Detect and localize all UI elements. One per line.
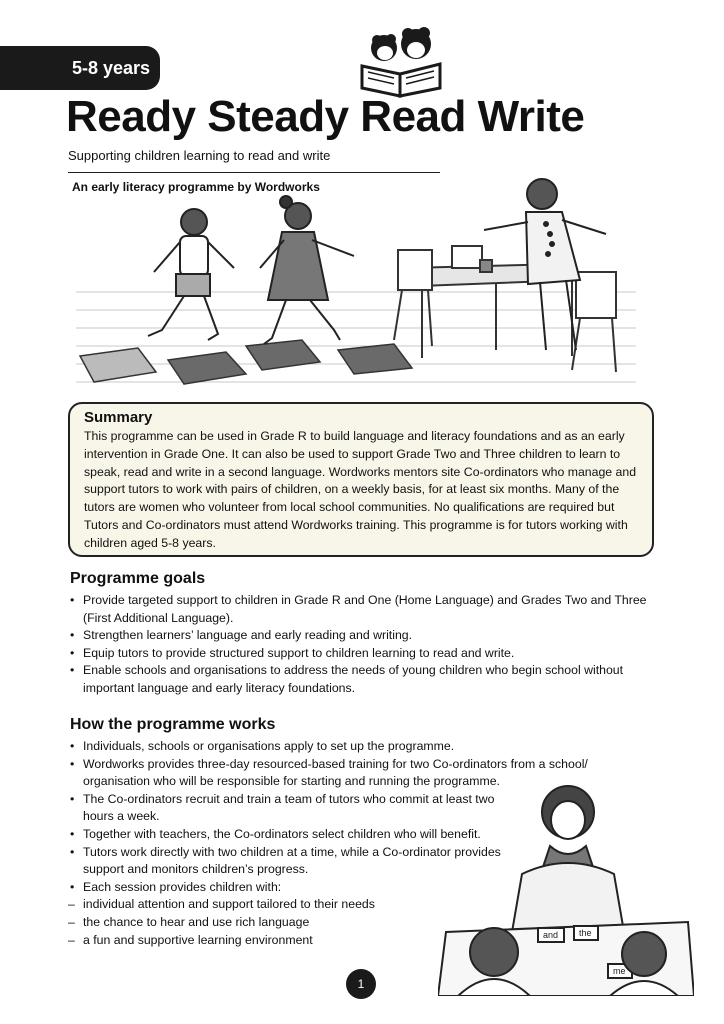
list-item: – the chance to hear and use rich language [68,914,513,932]
list-item: • Provide targeted support to children in Grade R and One (Home Language) and Grades Two and Three (First Additional Language). [68,592,658,627]
summary-text: This programme can be used in Grade R to build language and literacy foundations and as an early intervention in Grade One. It can also be used to support Grade Two and Three children to learn to speak, read and write in a second language. Wordworks mentors site Co-ordinators who manage and support tutors to work with pairs of children, on a weekly basis, for at least six months. Many of the tutors are women who volunteer from local school communities. No qualifications are required but Tutors and Co-ordinators must attend Wordworks training. This programme is for tutors working with children aged 5-8 years. [84,429,637,550]
age-badge: 5-8 years [0,46,160,90]
page-subtitle: Supporting children learning to read and write [68,148,331,163]
summary-heading: Summary [84,409,153,426]
children-hopscotch-illustration [76,160,636,400]
goals-list [68,592,658,698]
two-children-reading-icon [356,26,448,98]
list-item: • Each session provides children with: [68,879,513,897]
list-item: – a fun and supportive learning environment [68,932,513,950]
list-item: • The Co-ordinators recruit and train a team of tutors who commit at least two hours a week. [68,791,513,826]
word-card-text: the [579,928,592,938]
page-number: 1 [346,969,376,999]
list-item: • Together with teachers, the Co-ordinators select children who will benefit. [68,826,543,844]
goals-heading: Programme goals [70,570,206,587]
list-item: • Tutors work directly with two children at a time, while a Co-ordinator provides support and monitors children’s progress. [68,844,513,879]
list-item: – individual attention and support tailored to their needs [68,896,513,914]
list-item: • Individuals, schools or organisations apply to set up the programme. [68,738,658,756]
word-card-text: and [543,930,559,940]
list-item: • Equip tutors to provide structured support to children learning to read and write. [68,645,658,663]
how-heading: How the programme works [70,716,276,733]
list-item: • Strengthen learners’ language and early reading and writing. [68,627,658,645]
list-item: • Wordworks provides three-day resourced-based training for two Co-ordinators from a school/ organisation who will be responsible for starting and running the programme. [68,756,653,791]
word-card-text: me [613,966,626,976]
list-item: • Enable schools and organisations to address the needs of young children who begin school without important language and early literacy foundations. [68,662,658,697]
tutor-with-children-illustration [438,782,694,996]
programme-credit: An early literacy programme by Wordworks [72,180,320,194]
summary-box [68,402,654,557]
page-title: Ready Steady Read Write [66,92,585,141]
